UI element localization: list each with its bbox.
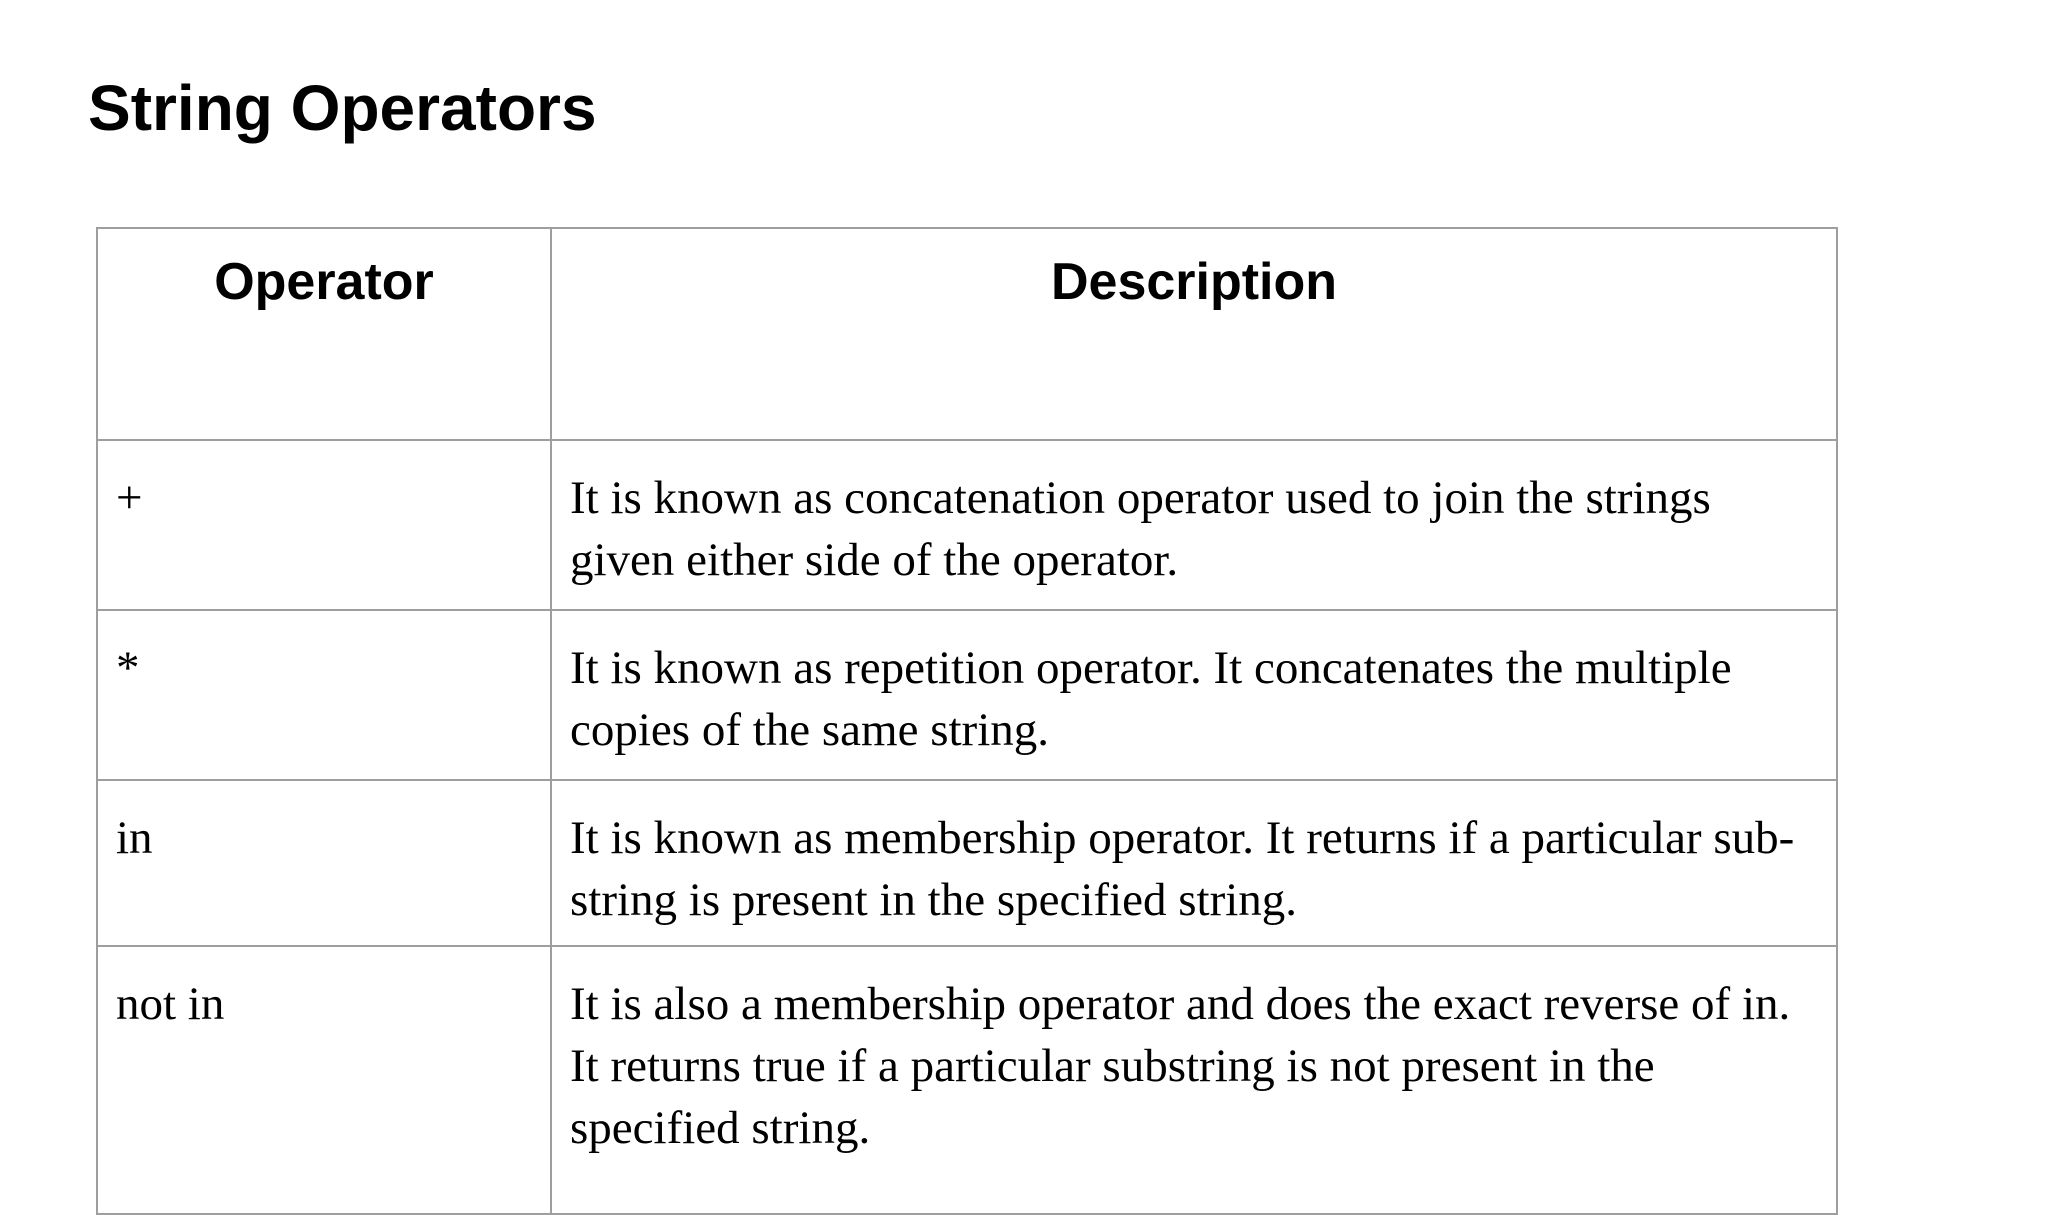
table-header-row <box>97 228 1837 440</box>
description-cell: It is known as repetition operator. It concatenates the multiple copies of the same string. <box>551 610 1837 780</box>
operators-table <box>96 227 1838 1215</box>
operator-cell: in <box>97 780 551 946</box>
description-cell: It is known as membership operator. It returns if a particular sub-string is present in the specified string. <box>551 780 1837 946</box>
table-row <box>97 946 1837 1214</box>
description-cell: It is known as concatenation operator used to join the strings given either side of the operator. <box>551 440 1837 610</box>
description-cell: It is also a membership operator and does the exact reverse of in. It returns true if a particular substring is not present in the specified string. <box>551 946 1837 1214</box>
table-row <box>97 440 1837 610</box>
table-row <box>97 610 1837 780</box>
operator-cell: * <box>97 610 551 780</box>
table-row <box>97 780 1837 946</box>
header-description: Description <box>551 228 1837 440</box>
operator-cell: not in <box>97 946 551 1214</box>
operator-cell: + <box>97 440 551 610</box>
header-operator: Operator <box>97 228 551 440</box>
page-title: String Operators <box>88 72 597 144</box>
